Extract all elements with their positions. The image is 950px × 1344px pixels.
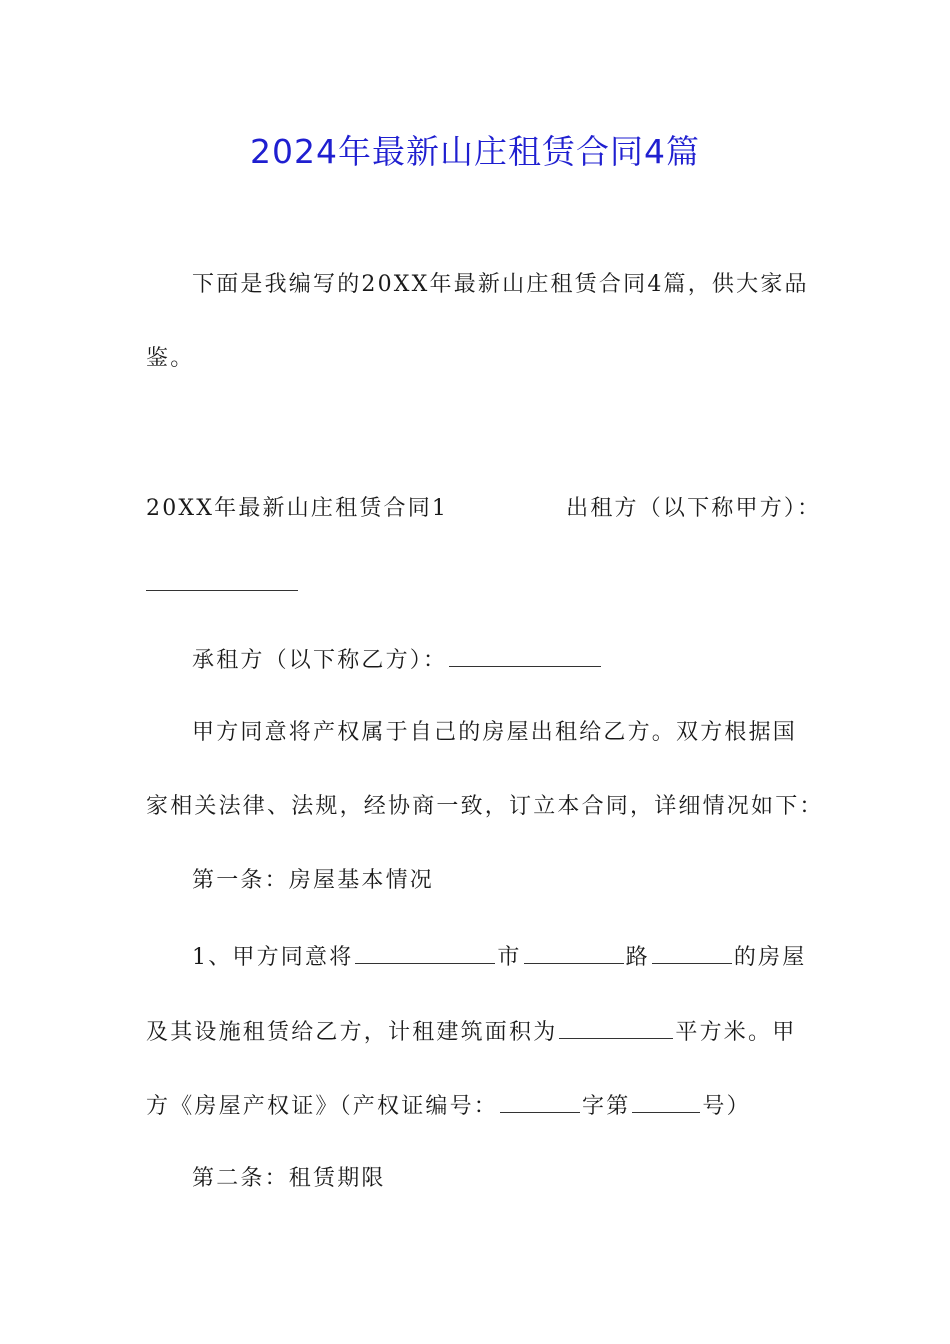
- lessor-name-blank: [146, 568, 298, 591]
- item1-line-3: [146, 1090, 826, 1122]
- lessee-line: [192, 644, 872, 676]
- item1-text-b: 市: [497, 945, 522, 970]
- number-blank: [652, 941, 732, 964]
- item1-line2-text-a: 及其设施租赁给乙方，计租建筑面积为: [146, 1020, 558, 1045]
- cert-number-blank: [632, 1090, 700, 1113]
- intro-line-2: 鉴。: [146, 346, 195, 371]
- item1-text-d: 的房屋: [733, 945, 807, 970]
- item1-line-2: [146, 1016, 826, 1048]
- lessor-label: 出租方（以下称甲方）：: [566, 496, 822, 521]
- item1-line-1: [192, 941, 872, 973]
- city-blank: [355, 941, 495, 964]
- article2-title: 第二条：租赁期限: [192, 1166, 386, 1191]
- item1-text-a: 1、甲方同意将: [192, 945, 354, 970]
- document-title: 2024年最新山庄租赁合同4篇: [250, 132, 700, 171]
- lessee-name-blank: [449, 644, 601, 667]
- item1-text-c: 路: [625, 945, 650, 970]
- article1-title: 第一条：房屋基本情况: [192, 868, 435, 893]
- item1-line3-text-b: 字第: [582, 1094, 631, 1119]
- item1-line3-text-c: 号）: [702, 1094, 751, 1119]
- road-blank: [524, 941, 624, 964]
- intro-line-1: 下面是我编写的20XX年最新山庄租赁合同4篇，供大家品: [192, 272, 809, 297]
- cert-prefix-blank: [500, 1090, 580, 1113]
- item1-line2-text-b: 平方米。甲: [675, 1020, 797, 1045]
- area-blank: [559, 1016, 673, 1039]
- contract-title: 20XX年最新山庄租赁合同1: [146, 496, 449, 521]
- lessee-label: 承租方（以下称乙方）：: [192, 648, 448, 673]
- contract-heading: [146, 494, 826, 524]
- para1-line-1: 甲方同意将产权属于自己的房屋出租给乙方。双方根据国: [192, 720, 798, 745]
- para1-line-2: 家相关法律、法规，经协商一致，订立本合同，详细情况如下：: [146, 794, 824, 819]
- item1-line3-text-a: 方《房屋产权证》（产权证编号：: [146, 1094, 499, 1119]
- lessor-blank-line: [146, 568, 826, 600]
